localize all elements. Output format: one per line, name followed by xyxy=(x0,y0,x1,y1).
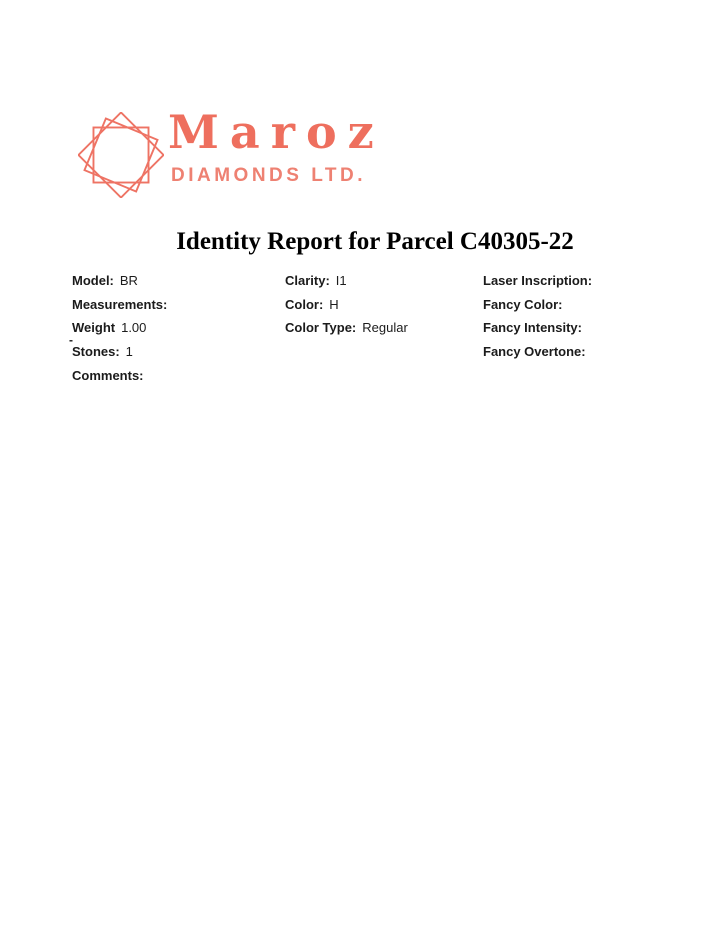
fields-column-2 xyxy=(285,274,408,345)
field-row-clarity xyxy=(285,274,408,298)
field-label: Fancy Color: xyxy=(483,296,563,312)
field-value: BR xyxy=(119,273,138,288)
report-title: Identity Report for Parcel C40305-22 xyxy=(176,228,574,255)
field-label: Fancy Intensity: xyxy=(483,320,582,336)
field-row-color xyxy=(285,298,408,322)
field-row-measurements xyxy=(72,298,173,322)
fields-column-3 xyxy=(483,274,598,369)
field-label: Fancy Overtone: xyxy=(483,344,586,360)
field-row-comments xyxy=(72,369,173,393)
field-value: H xyxy=(329,296,339,312)
field-value: 1 xyxy=(125,344,133,360)
field-label: Measurements: xyxy=(72,296,168,312)
brand-name: Maroz xyxy=(168,105,385,159)
field-label: Color Type: xyxy=(285,320,357,336)
field-row-color-type xyxy=(285,321,408,345)
field-label: Stones: xyxy=(72,344,120,360)
field-label: Comments: xyxy=(72,367,144,383)
brand-subtitle: DIAMONDS LTD. xyxy=(171,165,367,186)
field-row-stones xyxy=(72,345,173,369)
field-row-fancy-intensity xyxy=(483,321,598,345)
star-mandala-icon xyxy=(78,112,164,198)
weight-wrapped-colon-mark: - xyxy=(69,333,73,347)
field-row-model xyxy=(72,274,173,298)
field-label: Model: xyxy=(72,273,114,288)
field-row-weight xyxy=(72,321,173,345)
field-row-fancy-color xyxy=(483,298,598,322)
field-label: Color: xyxy=(285,296,324,312)
field-value: Regular xyxy=(362,320,408,336)
field-label: Laser Inscription: xyxy=(483,273,593,288)
field-row-laser-inscription xyxy=(483,274,598,298)
field-label: Clarity: xyxy=(285,273,330,288)
field-value: 1.00 xyxy=(121,320,147,336)
field-value: I1 xyxy=(335,273,347,288)
field-label: Weight xyxy=(72,320,116,336)
field-row-fancy-overtone xyxy=(483,345,598,369)
fields-column-1 xyxy=(72,274,173,392)
